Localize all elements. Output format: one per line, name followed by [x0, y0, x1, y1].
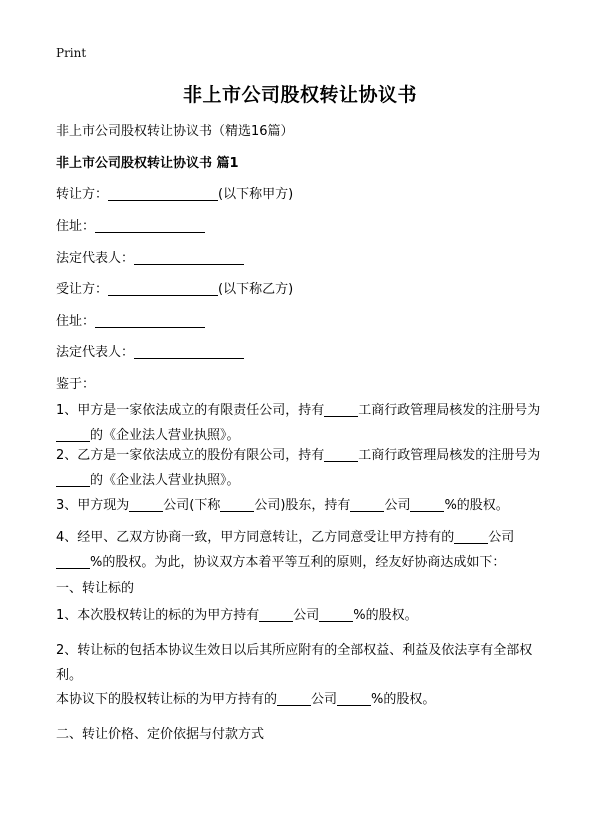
- clause-4-text-a: 4、经甲、乙双方协商一致，甲方同意转让，乙方同意受让甲方持有的: [56, 530, 455, 545]
- transferor-address-line: [56, 215, 205, 234]
- blank: [277, 691, 311, 706]
- clause-2-text-b: 工商行政管理局核发的注册号为: [358, 448, 541, 463]
- part-1-item-3-text-b: 公司: [311, 692, 338, 707]
- part-1-heading: 一、转让标的: [56, 581, 135, 596]
- clause-4: [56, 525, 548, 575]
- blank: [454, 529, 488, 544]
- transferee-legal-rep-line: [56, 341, 244, 360]
- address-blank: [95, 218, 205, 233]
- transferor-line: [56, 183, 293, 202]
- transferor-label: 转让方：: [56, 187, 109, 202]
- clause-3: [56, 493, 548, 518]
- clause-3-text-c: 公司)股东，持有: [254, 498, 351, 513]
- clause-1-text-c: 的《企业法人营业执照》。: [90, 428, 240, 443]
- transferor-suffix: (以下称甲方): [218, 187, 294, 202]
- part-2-heading: 二、转让价格、定价依据与付款方式: [56, 727, 265, 742]
- blank: [220, 497, 254, 512]
- transferor-blank: [108, 186, 218, 201]
- clause-1-text-a: 1、甲方是一家依法成立的有限责任公司，持有: [56, 403, 325, 418]
- clause-1-text-b: 工商行政管理局核发的注册号为: [358, 403, 541, 418]
- legal-rep-label: 法定代表人：: [56, 345, 135, 360]
- clause-4-text-c: %的股权。为此，协议双方本着平等互利的原则，经友好协商达成如下：: [90, 555, 506, 570]
- blank: [410, 497, 444, 512]
- legal-rep-label: 法定代表人：: [56, 251, 135, 266]
- part-1-item-3-text-c: %的股权。: [371, 692, 436, 707]
- address-label: 住址：: [56, 219, 96, 234]
- part-1-item-3: [56, 687, 548, 712]
- blank: [259, 607, 293, 622]
- clause-3-text-d: 公司: [384, 498, 411, 513]
- clause-3-text-a: 3、甲方现为: [56, 498, 130, 513]
- transferor-legal-rep-line: [56, 247, 244, 266]
- clause-1: [56, 398, 548, 448]
- blank: [129, 497, 163, 512]
- legal-rep-blank: [134, 344, 244, 359]
- clause-4-text-b: 公司: [488, 530, 515, 545]
- transferee-label: 受让方：: [56, 282, 109, 297]
- blank: [56, 427, 90, 442]
- clause-3-text-e: %的股权。: [444, 498, 509, 513]
- address-blank: [95, 313, 205, 328]
- document-title: 非上市公司股权转让协议书: [182, 84, 417, 106]
- document-subtitle: 非上市公司股权转让协议书（精选16篇）: [56, 124, 294, 139]
- part-1-item-1: [56, 603, 548, 628]
- clause-2-text-c: 的《企业法人营业执照》。: [90, 473, 240, 488]
- clause-3-text-b: 公司(下称: [163, 498, 221, 513]
- part-1-item-1-text-a: 1、本次股权转让的标的为甲方持有: [56, 608, 260, 623]
- legal-rep-blank: [134, 250, 244, 265]
- transferee-suffix: (以下称乙方): [218, 282, 294, 297]
- part-1-item-2: 2、转让标的包括本协议生效日以后其所应附有的全部权益、利益及依法享有全部权利。: [56, 643, 533, 683]
- section-heading: 非上市公司股权转让协议书 篇1: [56, 156, 239, 171]
- clause-2-text-a: 2、乙方是一家依法成立的股份有限公司，持有: [56, 448, 325, 463]
- whereas-heading: 鉴于：: [56, 377, 96, 392]
- part-1-item-1-text-b: 公司: [293, 608, 320, 623]
- transferee-blank: [108, 281, 218, 296]
- print-link[interactable]: Print: [56, 46, 87, 60]
- clause-2: [56, 443, 548, 493]
- blank: [337, 691, 371, 706]
- blank: [56, 472, 90, 487]
- blank: [56, 554, 90, 569]
- address-label: 住址：: [56, 314, 96, 329]
- part-1-item-3-text-a: 本协议下的股权转让标的为甲方持有的: [56, 692, 278, 707]
- transferee-address-line: [56, 310, 205, 329]
- blank: [324, 447, 358, 462]
- transferee-line: [56, 278, 293, 297]
- blank: [350, 497, 384, 512]
- blank: [319, 607, 353, 622]
- blank: [324, 402, 358, 417]
- part-1-item-1-text-c: %的股权。: [353, 608, 418, 623]
